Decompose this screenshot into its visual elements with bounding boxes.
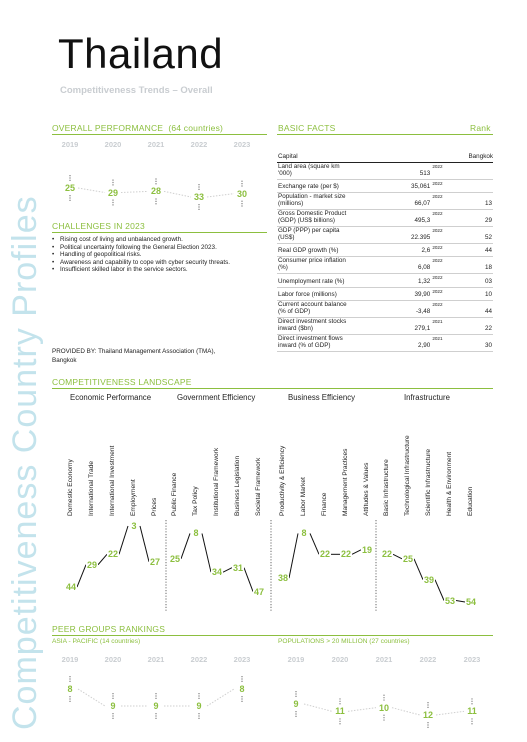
capital-value: Bangkok xyxy=(350,150,493,162)
asia-pacific-year: 2020 xyxy=(104,655,122,664)
fact-year: 2022 xyxy=(431,179,467,192)
side-title: Competitiveness Country Profiles xyxy=(6,195,44,730)
landscape-rank: 53 xyxy=(444,595,456,606)
overall-year: 2022 xyxy=(190,140,208,149)
overall-rank: 25 xyxy=(64,183,76,193)
peer-title: PEER GROUPS RANKINGS xyxy=(52,624,166,634)
fact-value: 495,3 xyxy=(350,209,431,226)
landscape-factor-label: Prices xyxy=(151,497,158,516)
fact-year: 2022 xyxy=(431,274,467,287)
asia-pacific-rank: 8 xyxy=(67,684,73,694)
asia-pacific-year: 2022 xyxy=(190,655,208,664)
population-connector xyxy=(392,708,420,715)
fact-value: 66,07 xyxy=(350,192,431,209)
landscape-factor-label: Scientific Infrastructure xyxy=(425,448,432,516)
fact-value: 35,061 xyxy=(350,179,431,192)
population-year: 2020 xyxy=(331,655,349,664)
fact-label: Direct investment stocks inward ($bn) xyxy=(277,318,350,335)
fact-label: Population - market size (millions) xyxy=(277,192,350,209)
fact-value: 2,90 xyxy=(350,335,431,352)
landscape-group-label: Government Efficiency xyxy=(177,393,256,402)
landscape-rank: 47 xyxy=(253,586,265,597)
asia-pacific-rank: 8 xyxy=(239,684,245,694)
fact-rank: 10 xyxy=(467,287,493,300)
landscape-factor-label: Public Finance xyxy=(171,472,178,516)
landscape-rank: 39 xyxy=(423,574,435,585)
fact-label: Land area (square km '000) xyxy=(277,162,350,179)
landscape-factor-label: Business Legislation xyxy=(234,455,241,516)
landscape-rank: 22 xyxy=(340,549,352,560)
landscape-rank: 27 xyxy=(149,556,161,567)
landscape-factor-label: Management Practices xyxy=(342,448,349,516)
landscape-rank: 3 xyxy=(131,521,137,531)
landscape-rank: 25 xyxy=(169,553,181,564)
landscape-group-label: Economic Performance xyxy=(70,393,152,402)
fact-value: 2,6 xyxy=(350,243,431,256)
landscape-rank: 22 xyxy=(107,549,119,560)
fact-value: 279,1 xyxy=(350,318,431,335)
overall-rank: 28 xyxy=(150,186,162,197)
landscape-factor-label: Finance xyxy=(321,492,328,516)
overall-year: 2023 xyxy=(233,140,251,149)
fact-year: 2022 xyxy=(431,301,467,318)
fact-year: 2022 xyxy=(431,287,467,300)
fact-label: Direct investment flows inward (% of GDP) xyxy=(277,335,350,352)
overall-rank: 29 xyxy=(107,187,119,198)
challenges-title: CHALLENGES IN 2023 xyxy=(52,221,145,231)
fact-year: 2021 xyxy=(431,318,467,335)
asia-pacific-year: 2019 xyxy=(61,655,79,664)
fact-label: GDP (PPP) per capita (US$) xyxy=(277,226,350,243)
landscape-factor-label: Health & Environment xyxy=(446,451,453,516)
capital-label: Capital xyxy=(277,150,350,162)
fact-value: 513 xyxy=(350,162,431,179)
overall-year: 2020 xyxy=(104,140,122,149)
population-year: 2019 xyxy=(287,655,305,664)
fact-year: 2022 xyxy=(431,209,467,226)
population-rank: 11 xyxy=(467,706,477,717)
fact-rank: 13 xyxy=(467,192,493,209)
population-connector xyxy=(304,704,332,711)
fact-label: Consumer price inflation (%) xyxy=(277,257,350,274)
landscape-factor-label: Technological Infrastructure xyxy=(404,435,411,516)
population-rank: 11 xyxy=(335,706,345,717)
landscape-rank: 22 xyxy=(319,549,331,560)
landscape-factor-label: Institutional Framework xyxy=(213,447,220,516)
landscape-factor-label: Tax Policy xyxy=(192,486,199,516)
fact-year: 2022 xyxy=(431,192,467,209)
asia-pacific-label: ASIA - PACIFIC (14 countries) xyxy=(52,638,141,645)
fact-value: 22.395 xyxy=(350,226,431,243)
basic-facts-title: BASIC FACTS xyxy=(278,123,336,133)
landscape-rank: 31 xyxy=(232,562,244,573)
fact-label: Real GDP growth (%) xyxy=(277,243,350,256)
fact-label: Unemployment rate (%) xyxy=(277,274,350,287)
fact-rank: 52 xyxy=(467,226,493,243)
landscape-factor-label: Employment xyxy=(130,479,137,516)
fact-rank: 22 xyxy=(467,318,493,335)
landscape-factor-label: Attitudes & Values xyxy=(363,462,370,516)
challenge-item: • Handling of geopolitical risks. xyxy=(52,251,267,259)
asia-pacific-rank: 9 xyxy=(110,701,116,711)
population-year: 2022 xyxy=(419,655,437,664)
overall-rank: 33 xyxy=(193,192,205,202)
landscape-rank: 25 xyxy=(402,553,414,564)
landscape-factor-label: Societal Framework xyxy=(255,457,262,516)
fact-rank: 18 xyxy=(467,257,493,274)
fact-label: Labor force (millions) xyxy=(277,287,350,300)
fact-value: 6,08 xyxy=(350,257,431,274)
population-rank: 9 xyxy=(293,699,299,709)
landscape-rank: 54 xyxy=(465,597,477,607)
fact-label: Exchange rate (per $) xyxy=(277,179,350,192)
page-subtitle: Competitiveness Trends – Overall xyxy=(60,85,213,96)
landscape-factor-label: International Trade xyxy=(88,461,95,516)
asia-pacific-year: 2023 xyxy=(233,655,251,664)
fact-value: -3,48 xyxy=(350,301,431,318)
asia-pacific-rank: 9 xyxy=(196,701,202,711)
landscape-rank: 8 xyxy=(193,528,199,539)
landscape-rank: 38 xyxy=(277,573,289,584)
population-connector xyxy=(436,711,464,715)
landscape-rank: 29 xyxy=(86,559,98,570)
population-rank: 12 xyxy=(422,710,434,720)
fact-value: 39,90 xyxy=(350,287,431,300)
fact-rank: 03 xyxy=(467,274,493,287)
page-title: Thailand xyxy=(58,30,224,77)
overall-performance-title: OVERALL PERFORMANCE (64 countries) xyxy=(52,123,224,133)
population-label: POPULATIONS > 20 MILLION (27 countries) xyxy=(278,638,410,645)
landscape-rank: 22 xyxy=(381,549,393,560)
fact-rank: 44 xyxy=(467,301,493,318)
population-year: 2023 xyxy=(463,655,481,664)
challenge-item: • Awareness and capability to cope with cyber security threats. xyxy=(52,259,267,267)
rank-label: Rank xyxy=(470,123,491,133)
fact-rank: 44 xyxy=(467,243,493,256)
landscape-group-label: Infrastructure xyxy=(404,393,450,402)
asia-pacific-rank: 9 xyxy=(153,701,159,711)
landscape-factor-label: Domestic Economy xyxy=(67,459,74,516)
overall-rank: 30 xyxy=(236,188,248,199)
fact-year: 2022 xyxy=(431,257,467,274)
overall-year: 2021 xyxy=(147,140,165,149)
fact-label: Current account balance (% of GDP) xyxy=(277,301,350,318)
population-year: 2021 xyxy=(375,655,393,664)
landscape-rank: 44 xyxy=(65,582,77,593)
landscape-group-label: Business Efficiency xyxy=(288,393,356,402)
landscape-factor-label: Labor Market xyxy=(300,477,307,516)
asia-pacific-year: 2021 xyxy=(147,655,165,664)
landscape-factor-label: Basic Infrastructure xyxy=(383,459,390,516)
provided-by: PROVIDED BY: Thailand Management Association (TMA), Bangkok xyxy=(52,348,216,364)
fact-year: 2022 xyxy=(431,243,467,256)
landscape-rank: 34 xyxy=(211,567,223,578)
fact-year: 2022 xyxy=(431,226,467,243)
population-connector xyxy=(348,708,376,712)
challenge-item: • Rising cost of living and unbalanced growth. xyxy=(52,236,267,244)
challenge-item: • Political uncertainty following the General Election 2023. xyxy=(52,244,267,252)
landscape-factor-label: International Investment xyxy=(109,445,116,516)
fact-rank: 30 xyxy=(467,335,493,352)
fact-value: 1,32 xyxy=(350,274,431,287)
fact-label: Gross Domestic Product (GDP) (US$ billions) xyxy=(277,209,350,226)
challenge-item: • Insufficient skilled labor in the service sectors. xyxy=(52,266,267,274)
fact-rank: 29 xyxy=(467,209,493,226)
population-rank: 10 xyxy=(378,702,390,713)
landscape-rank: 19 xyxy=(361,544,373,555)
landscape-factor-label: Productivity & Efficiency xyxy=(279,445,286,516)
fact-year: 2022 xyxy=(431,162,467,179)
landscape-factor-label: Education xyxy=(467,486,474,516)
overall-year: 2019 xyxy=(61,140,79,149)
landscape-title: COMPETITIVENESS LANDSCAPE xyxy=(52,377,192,387)
fact-year: 2021 xyxy=(431,335,467,352)
landscape-rank: 8 xyxy=(301,528,307,539)
